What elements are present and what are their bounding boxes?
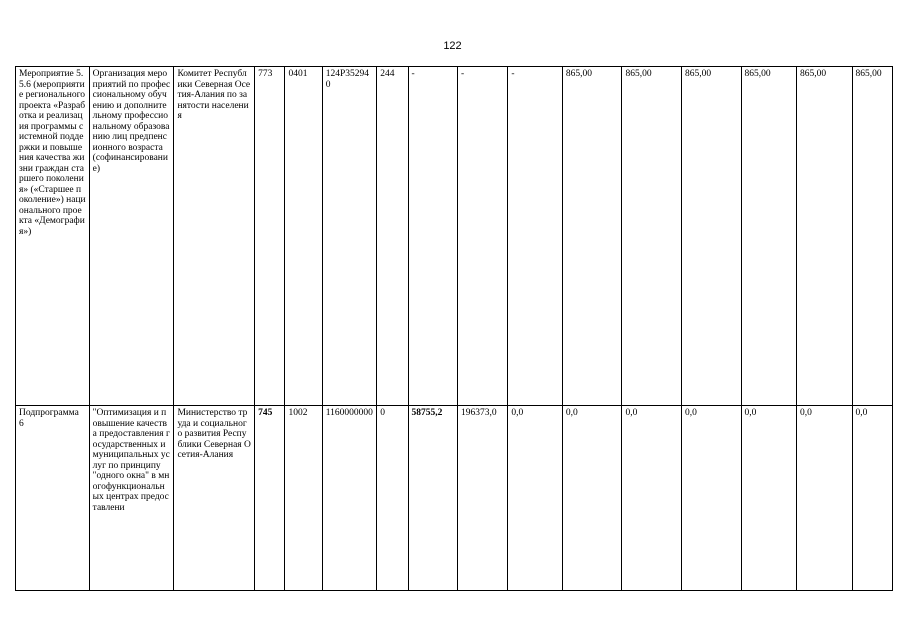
year-7-value-cell: 0,0: [741, 406, 797, 591]
activity-name-cell: Подпрограмма 6: [16, 406, 90, 591]
year-9-value-cell: 0,0: [852, 406, 893, 591]
table-row: [16, 406, 893, 591]
year-5-value-cell: 865,00: [622, 67, 682, 406]
target-article-cell: 1160000000: [322, 406, 376, 591]
year-2-value-cell: -: [457, 67, 507, 406]
year-1-value-cell: 58755,2: [408, 406, 457, 591]
activity-description-cell: "Оптимизация и повышение качества предоставления государственных и муниципальных услуг по принципу "одного окна" в многофункциональных центрах предоставлени: [89, 406, 174, 591]
year-3-value-cell: 0,0: [508, 406, 562, 591]
executor-cell: Комитет Республики Северная Осетия-Алания по занятости населения: [174, 67, 255, 406]
executor-cell: Министерство труда и социального развития Республики Северная Осетия-Алания: [174, 406, 255, 591]
year-4-value-cell: 0,0: [562, 406, 622, 591]
page-number: 122: [443, 40, 462, 52]
year-7-value-cell: 865,00: [741, 67, 797, 406]
year-3-value-cell: -: [508, 67, 562, 406]
target-article-cell: 124P352940: [322, 67, 376, 406]
section-code-cell: 0401: [285, 67, 322, 406]
expense-type-cell: 0: [377, 406, 408, 591]
grbs-code-cell: 745: [255, 406, 285, 591]
year-8-value-cell: 865,00: [797, 67, 853, 406]
year-1-value-cell: -: [408, 67, 457, 406]
section-code-cell: 1002: [285, 406, 322, 591]
year-4-value-cell: 865,00: [562, 67, 622, 406]
budget-table: [15, 66, 893, 591]
activity-name-cell: Мероприятие 5.5.6 (мероприятие регионального проекта «Разработка и реализация программы системной поддержки и повышения качества жизни граждан старшего поколения» («Старшее поколение») национального проекта «Демография»): [16, 67, 90, 406]
year-6-value-cell: 865,00: [681, 67, 741, 406]
expense-type-cell: 244: [377, 67, 408, 406]
table-row: [16, 67, 893, 406]
grbs-code-cell: 773: [255, 67, 285, 406]
year-9-value-cell: 865,00: [852, 67, 893, 406]
year-5-value-cell: 0,0: [622, 406, 682, 591]
activity-description-cell: Организация мероприятий по профессиональному обучению и дополнительному профессиональному образованию лиц предпенсионного возраста (софинансирование): [89, 67, 174, 406]
year-2-value-cell: 196373,0: [457, 406, 507, 591]
year-8-value-cell: 0,0: [797, 406, 853, 591]
year-6-value-cell: 0,0: [681, 406, 741, 591]
